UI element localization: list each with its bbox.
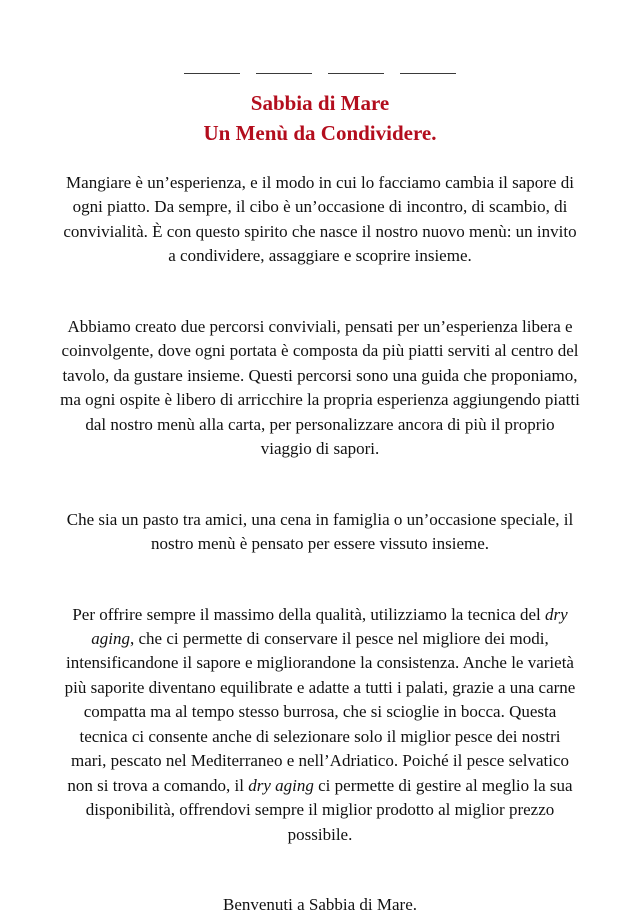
decorative-rule-segment <box>400 73 456 74</box>
dry-aging-term-italic: dry aging <box>91 604 568 648</box>
title-line-restaurant-name: Sabbia di Mare <box>250 91 390 115</box>
page-title <box>60 88 580 149</box>
occasioni-paragraph: Che sia un pasto tra amici, una cena in famiglia o un’occasione speciale, il nostro menù è pensato per essere vissuto insieme. <box>66 509 574 554</box>
decorative-rule-segment <box>328 73 384 74</box>
percorsi-paragraph: Abbiamo creato due percorsi conviviali, pensati per un’esperienza libera e coinvolgente, dove ogni portata è composta da più piatti serviti al centro del tavolo, da gustare insieme. Questi percorsi sono una guida che proponiamo, ma ogni ospite è libero di arricchire la propria esperienza aggiungendo piatti dal nostro menù alla carta, per personalizzare ancora di più il proprio viaggio di sapori. <box>60 316 580 459</box>
dry-aging-term-italic: dry aging <box>248 775 314 795</box>
dry-aging-text-segment: ci permette di gestire al meglio la sua disponibilità, offrendovi sempre il miglior prodotto al miglior prezzo possibile. <box>85 775 573 844</box>
title-line-menu-subtitle: Un Menù da Condividere. <box>203 121 437 146</box>
dry-aging-text-segment: Per offrire sempre il massimo della qualità, utilizziamo la tecnica del <box>72 604 546 624</box>
welcome-line: Benvenuti a Sabbia di Mare. <box>222 895 418 915</box>
decorative-rule <box>60 68 580 78</box>
decorative-rule-segment <box>256 73 312 74</box>
intro-paragraph: Mangiare è un’esperienza, e il modo in cui lo facciamo cambia il sapore di ogni piatto. Da sempre, il cibo è un’occasione di incontro, di scambio, di convivialità. È con questo spirito che nasce il nostro nuovo menù: un invito a condividere, assaggiare e scoprire insieme. <box>63 172 577 266</box>
dry-aging-paragraph <box>60 603 580 848</box>
decorative-rule-segment <box>184 73 240 74</box>
dry-aging-text-segment: , che ci permette di conservare il pesce nel migliore dei modi, intensificandone il sapore e migliorandone la consistenza. Anche le varietà più saporite diventano equilibrate e adatte a tutti i palati, grazie a una carne compatta ma al tempo stesso burrosa, che si scioglie in bocca. Questa tecnica ci consente anche di selezionare solo il miglior pesce dei nostri mari, pescato nel Mediterraneo e nell’Adriatico. Poiché il pesce selvatico non si trova a comando, il <box>64 628 576 795</box>
